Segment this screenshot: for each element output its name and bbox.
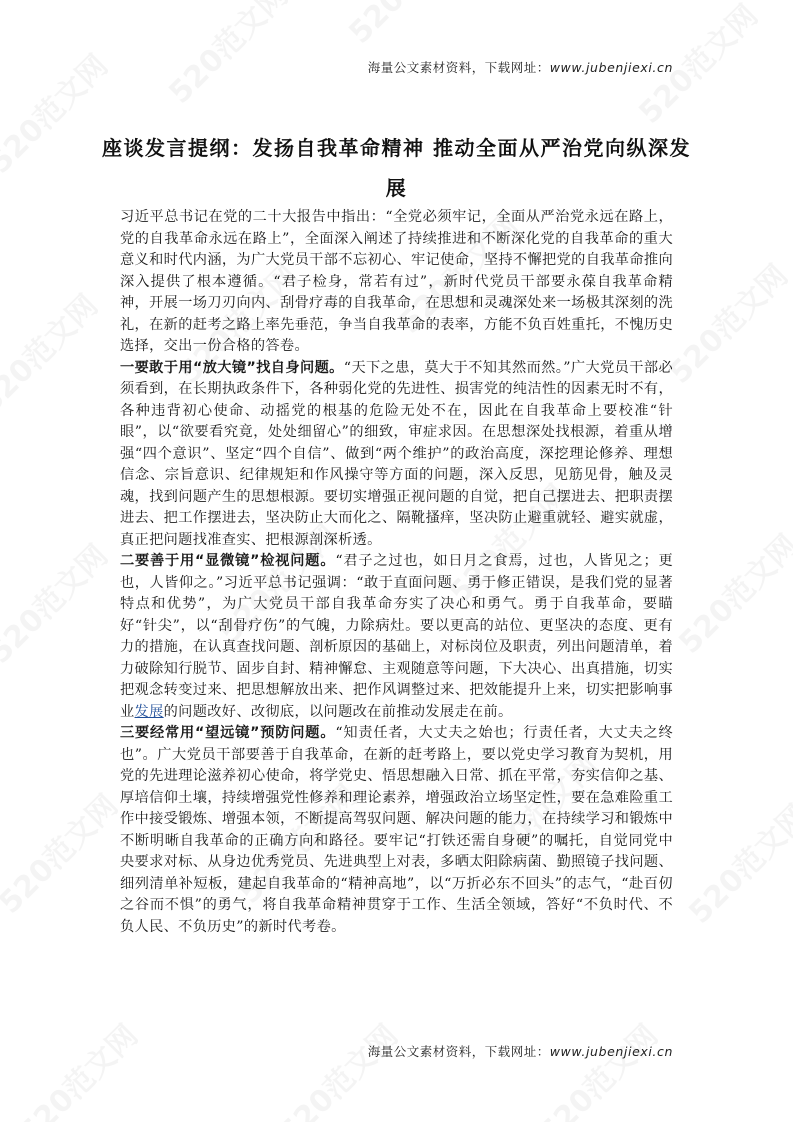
watermark-text	[677, 792, 793, 931]
watermark-text	[0, 782, 126, 921]
section-heading-1: 一要敢于用“放大镜”找自身问题。	[120, 359, 344, 376]
page-header	[368, 58, 673, 76]
watermark-text	[657, 252, 793, 391]
section-body-3: “知责任者，大丈夫之始也；行责任者，大丈夫之终也”。广大党员干部要善于自我革命，在新的赶考路上，要以党史学习教育为契机，用党的先进理论滋养初心使命，将学党史、悟思想融入日常、抓在平常，夯实信仰之基、厚培信仰土壤，持续增强党性修养和理论素养，增强政治立场坚定性，要在急难险重工作中接受锻炼、增强本领，不断提高驾驭问题、解决问题的能力，在持续学习和锻炼中不断明晰自我革命的正确方向和路径。要牢记“打铁还需自身硬”的嘱托，自觉同党中央要求对标、从身边优秀党员、先进典型上对表，多晒太阳除病菌、勤照镜子找问题、细列清单补短板，建起自我革命的“精神高地”，以“万折必东不回头”的志气，“赴百仞之谷而不惧”的勇气，将自我革命精神贯穿于工作、生活全领域，答好“不负时代、不负人民、不负历史”的新时代考卷。	[120, 725, 673, 935]
section-body-2a: “君子之过也，如日月之食焉，过也，人皆见之；更也，人皆仰之。”习近平总书记强调：“敢于直面问题、勇于修正错误，是我们党的显著特点和优势”，为广大党员干部自我革命夯实了决心和勇气。勇于自我革命，要瞄好“针尖”，以“刮骨疗伤”的气魄，力除病灶。要以更高的站位、更坚决的态度、更有力的措施，在认真查找问题、剖析原因的基础上，对标岗位及职责，列出问题清单，着力破除知行脱节、固步自封、精神懈怠、主观随意等问题，下大决心、出真措施，切实把观念转变过来、把思想解放出来、把作风调整过来、把效能提升上来，切实把影响事业	[120, 553, 673, 720]
document-title: 座谈发言提纲：发扬自我革命精神 推动全面从严治党向纵深发展	[102, 136, 691, 200]
section-body-2b: 的问题改好、改彻底，以问题改在前推动发展走在前。	[163, 703, 513, 720]
watermark-text	[0, 282, 106, 421]
section-paragraph-3	[120, 723, 673, 938]
section-body-1: “天下之患，莫大于不知其然而然。”广大党员干部必须看到，在长期执政条件下，各种弱化党的先进性、损害党的纯洁性的因素无时不有，各种违背初心使命、动摇党的根基的危险无处不在，因此在自我革命上要校准“针眼”，以“欲要看究竟，处处细留心”的细致，审症求因。在思想深处找根源，着重从增强“四个意识”、坚定“四个自信”、做到“两个维护”的政治高度，深挖理论修养、理想信念、宗旨意识、纪律规矩和作风操守等方面的问题，深入反思，见筋见骨，触及灵魂，找到问题产生的思想根源。要切实增强正视问题的自觉，把自己摆进去、把职责摆进去、把工作摆进去，坚决防止大而化之、隔靴搔痒，坚决防止避重就轻、避实就虚，真正把问题找准查实、把根源剖深析透。	[120, 359, 674, 548]
section-paragraph-1	[120, 358, 673, 552]
watermark-text	[667, 522, 793, 661]
development-link[interactable]: 发展	[134, 703, 164, 720]
watermark-text	[0, 42, 116, 181]
section-heading-2: 二要善于用“显微镜”检视问题。	[120, 553, 336, 569]
footer-label: 海量公文素材资料，下载网址：	[367, 1044, 550, 1059]
watermark-text	[0, 532, 116, 671]
intro-paragraph: 习近平总书记在党的二十大报告中指出：“全党必须牢记，全面从严治党永远在路上，党的自我革命永远在路上”，全面深入阐述了持续推进和不断深化党的自我革命的重大意义和时代内涵，为广大党员干部不忘初心、牢记使命，坚持不懈把党的自我革命推向深入提供了根本遵循。“君子检身，常若有过”，新时代党员干部要永葆自我革命精神，开展一场刀刃向内、刮骨疗毒的自我革命，在思想和灵魂深处来一场极其深刻的洗礼，在新的赶考之路上率先垂范，争当自我革命的表率，方能不负百姓重托，不愧历史选择，交出一份合格的答卷。	[120, 209, 673, 354]
watermark-text	[267, 1012, 406, 1122]
header-label: 海量公文素材资料，下载网址：	[367, 60, 550, 75]
footer-site-url[interactable]: www.jubenjiexi.cn	[549, 1044, 673, 1059]
watermark-text	[157, 0, 296, 112]
section-paragraph-2	[120, 551, 673, 723]
page-footer	[368, 1042, 673, 1060]
watermark-text	[527, 1012, 666, 1122]
header-site-url[interactable]: www.jubenjiexi.cn	[549, 60, 673, 75]
document-body	[120, 207, 673, 938]
watermark-text	[337, 0, 476, 52]
section-heading-3: 三要经常用“望远镜”预防问题。	[120, 725, 336, 741]
watermark-text	[7, 1012, 146, 1122]
